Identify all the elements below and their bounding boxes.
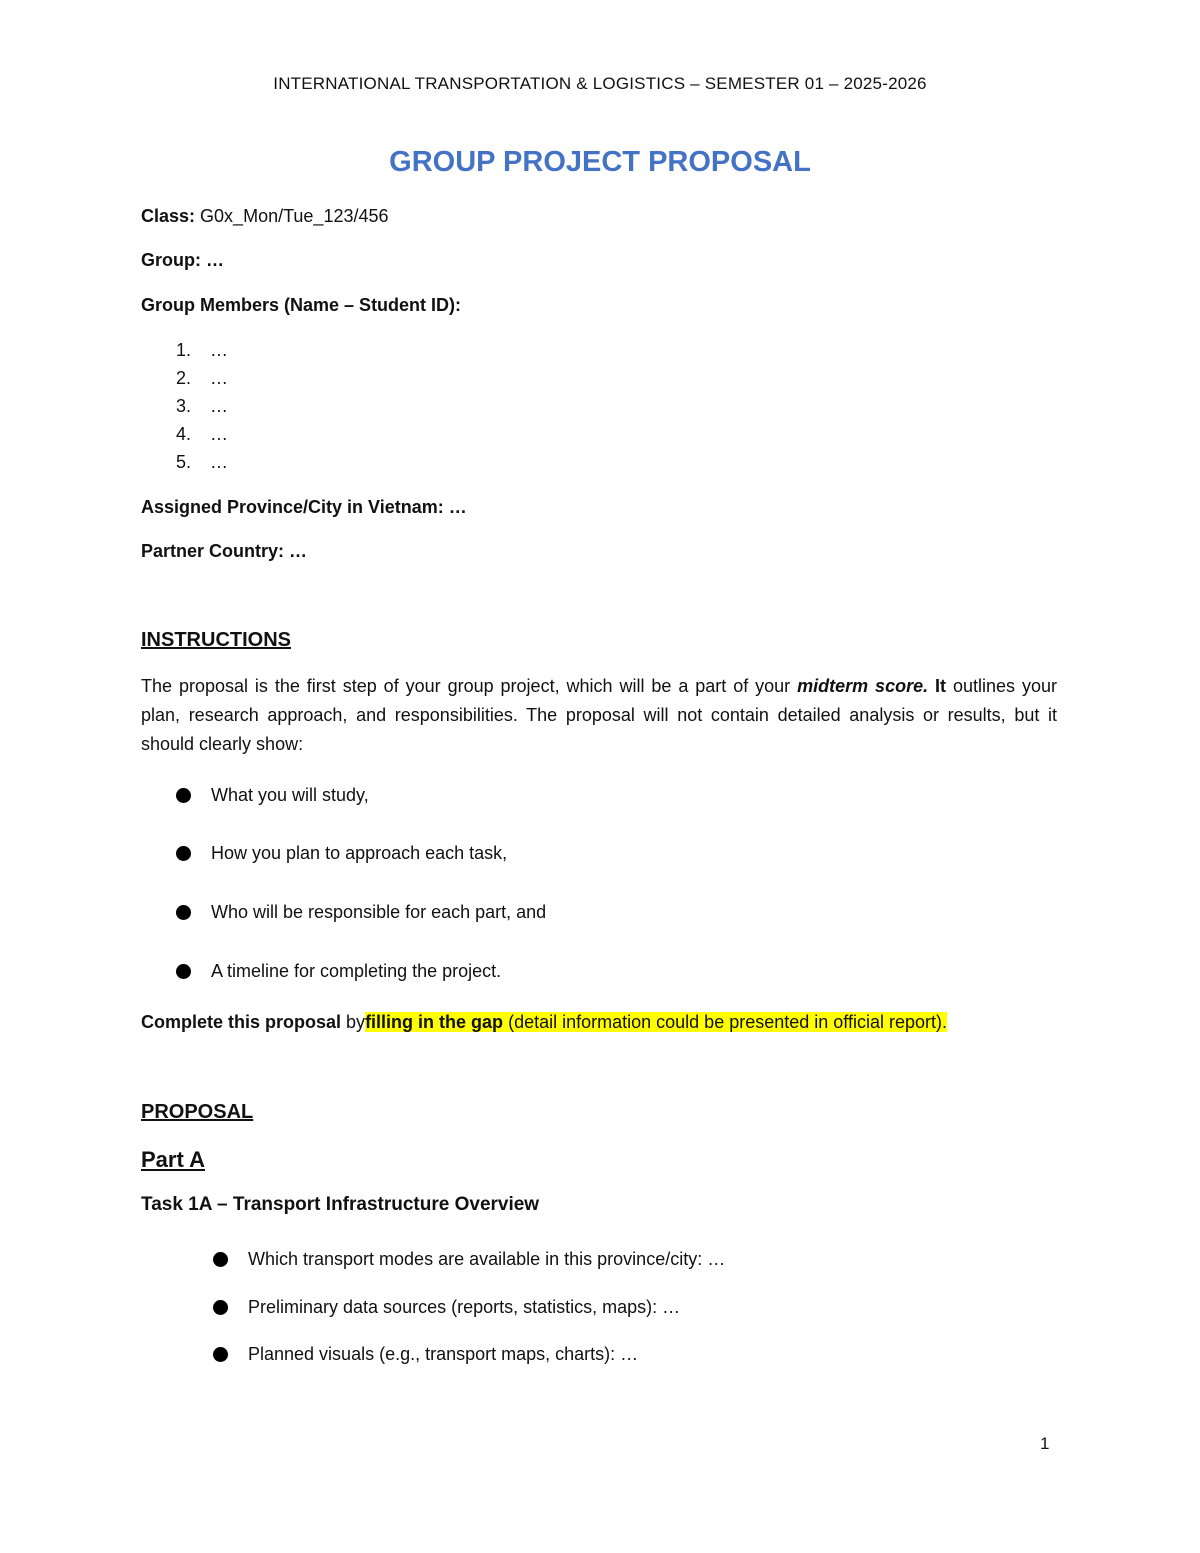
list-item — [176, 424, 228, 445]
bullet-icon — [176, 905, 191, 920]
list-item — [213, 1344, 638, 1365]
bullet-icon — [176, 964, 191, 979]
member-entry: … — [210, 368, 228, 388]
group-label: Group: — [141, 250, 201, 270]
task-1a-title: Task 1A – Transport Infrastructure Overview — [141, 1194, 540, 1215]
highlight-rest-text: (detail information could be presented in official report). — [508, 1012, 947, 1032]
proposal-heading: PROPOSAL — [141, 1101, 254, 1123]
member-entry: … — [210, 340, 228, 360]
list-item — [176, 340, 228, 361]
bullet-text: How you plan to approach each task, — [211, 843, 508, 863]
members-field — [141, 295, 461, 316]
bullet-text: Which transport modes are available in this province/city: … — [248, 1249, 726, 1269]
bullet-icon — [213, 1252, 228, 1267]
class-field — [141, 206, 389, 227]
bullet-text: A timeline for completing the project. — [211, 961, 502, 981]
class-value: G0x_Mon/Tue_123/456 — [200, 206, 389, 226]
list-item — [176, 902, 546, 923]
part-a-heading: Part A — [141, 1147, 205, 1172]
bullet-text: Who will be responsible for each part, and — [211, 902, 547, 922]
list-item — [176, 961, 501, 982]
bullet-text: Planned visuals (e.g., transport maps, charts): … — [248, 1344, 639, 1364]
page-title: GROUP PROJECT PROPOSAL — [389, 146, 811, 178]
bullet-icon — [213, 1300, 228, 1315]
paragraph-text-bold: It — [935, 676, 947, 696]
bullet-icon — [176, 788, 191, 803]
class-label: Class: — [141, 206, 196, 226]
list-item — [176, 843, 507, 864]
country-label: Partner Country: — [141, 541, 285, 561]
country-field — [141, 541, 307, 562]
running-header: INTERNATIONAL TRANSPORTATION & LOGISTICS – SEMESTER 01 – 2025-2026 — [273, 74, 927, 93]
list-number: 4. — [176, 424, 192, 444]
bullet-icon — [213, 1347, 228, 1362]
group-value: … — [206, 250, 225, 270]
instructions-paragraph — [141, 672, 1057, 759]
list-item — [213, 1297, 680, 1318]
member-entry: … — [210, 452, 228, 472]
list-number: 1. — [176, 340, 192, 360]
member-entry: … — [210, 424, 228, 444]
bullet-text: What you will study, — [211, 785, 369, 805]
complete-bold-text: Complete this proposal — [141, 1012, 342, 1032]
bullet-icon — [176, 846, 191, 861]
page-number: 1 — [1040, 1434, 1050, 1453]
list-number: 3. — [176, 396, 192, 416]
province-label: Assigned Province/City in Vietnam: — [141, 497, 444, 517]
list-item — [176, 785, 369, 806]
list-item — [176, 396, 228, 417]
list-number: 2. — [176, 368, 192, 388]
list-item — [176, 452, 228, 473]
members-label: Group Members (Name – Student ID): — [141, 295, 462, 315]
highlighted-text — [365, 1012, 947, 1032]
list-item — [213, 1249, 725, 1270]
group-field — [141, 250, 224, 271]
country-value: … — [289, 541, 308, 561]
list-number: 5. — [176, 452, 192, 472]
member-entry: … — [210, 396, 228, 416]
list-item — [176, 368, 228, 389]
instructions-heading: INSTRUCTIONS — [141, 629, 291, 651]
midterm-score-emphasis: midterm score. — [797, 676, 929, 696]
complete-by-text: by — [346, 1012, 366, 1032]
paragraph-text: outlines your plan, research approach, and responsibilities. The proposal will not contain detailed analysis or results, but it should clearly show: — [141, 676, 1057, 754]
province-field — [141, 497, 467, 518]
complete-instruction — [141, 1012, 947, 1033]
bullet-text: Preliminary data sources (reports, statistics, maps): … — [248, 1297, 681, 1317]
paragraph-text: The proposal is the first step of your group project, which will be a part of your — [141, 676, 791, 696]
highlight-bold-text: filling in the gap — [365, 1012, 504, 1032]
province-value: … — [448, 497, 467, 517]
